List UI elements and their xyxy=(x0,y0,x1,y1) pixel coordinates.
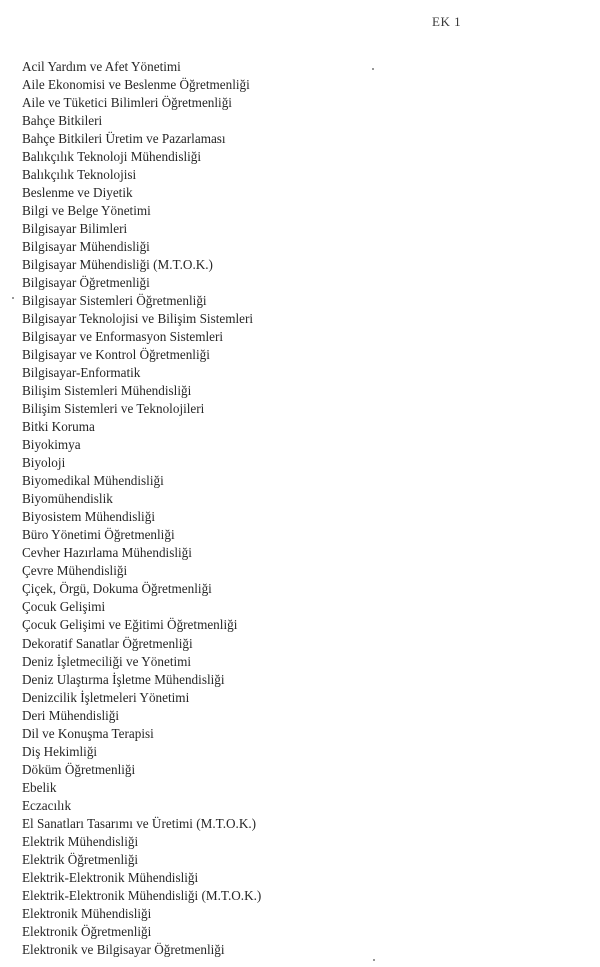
program-list-item: Deniz Ulaştırma İşletme Mühendisliği xyxy=(22,671,225,687)
scan-speck xyxy=(373,959,375,961)
program-list-item: Bilgisayar ve Enformasyon Sistemleri xyxy=(22,329,224,345)
program-list-item: Çiçek, Örgü, Dokuma Öğretmenliği xyxy=(22,581,212,597)
program-list-item: Elektrik-Elektronik Mühendisliği (M.T.O.K.) xyxy=(22,887,262,903)
program-list-item: Büro Yönetimi Öğretmenliği xyxy=(22,527,175,543)
program-list-item: Elektrik Mühendisliği xyxy=(22,833,139,849)
program-list-item: Bilişim Sistemleri ve Teknolojileri xyxy=(22,401,205,417)
program-list-item: Eczacılık xyxy=(22,797,72,813)
program-list-item: Aile ve Tüketici Bilimleri Öğretmenliği xyxy=(22,95,232,111)
program-list-item: Bilişim Sistemleri Mühendisliği xyxy=(22,383,192,399)
program-list-item: Elektronik ve Bilgisayar Öğretmenliği xyxy=(22,941,225,957)
program-list-item: Bitki Koruma xyxy=(22,419,95,435)
program-list-item: Biyokimya xyxy=(22,437,81,453)
program-list-item: Ebelik xyxy=(22,779,57,795)
program-list-item: Acil Yardım ve Afet Yönetimi xyxy=(22,59,181,74)
program-list-item: Diş Hekimliği xyxy=(22,743,98,759)
program-list-item: Balıkçılık Teknoloji Mühendisliği xyxy=(22,149,202,165)
program-list-item: Bilgisayar Bilimleri xyxy=(22,221,128,237)
program-list xyxy=(22,58,261,959)
program-list-item: Deri Mühendisliği xyxy=(22,707,120,723)
program-list-item: Çocuk Gelişimi ve Eğitimi Öğretmenliği xyxy=(22,617,238,633)
program-list-item: Deniz İşletmeciliği ve Yönetimi xyxy=(22,653,192,669)
program-list-item: Bilgisayar Sistemleri Öğretmenliği xyxy=(22,293,207,309)
scan-speck xyxy=(372,68,374,70)
program-list-item: Dekoratif Sanatlar Öğretmenliği xyxy=(22,635,193,651)
program-list-item: Bilgi ve Belge Yönetimi xyxy=(22,203,151,219)
program-list-item: Balıkçılık Teknolojisi xyxy=(22,167,137,183)
program-list-item: Elektronik Mühendisliği xyxy=(22,905,152,921)
program-list-item: Aile Ekonomisi ve Beslenme Öğretmenliği xyxy=(22,77,250,93)
program-list-item: Dil ve Konuşma Terapisi xyxy=(22,725,154,741)
program-list-item: Bilgisayar Mühendisliği xyxy=(22,239,150,255)
program-list-item: El Sanatları Tasarımı ve Üretimi (M.T.O.K.) xyxy=(22,815,257,831)
program-list-item: Biyosistem Mühendisliği xyxy=(22,509,155,525)
program-list-item: Çocuk Gelişimi xyxy=(22,599,106,615)
program-list-item: Biyoloji xyxy=(22,455,66,471)
program-list-item: Bahçe Bitkileri Üretim ve Pazarlaması xyxy=(22,131,226,147)
program-list-item: Cevher Hazırlama Mühendisliği xyxy=(22,545,192,561)
program-list-item: Beslenme ve Diyetik xyxy=(22,185,133,201)
program-list-item: Bilgisayar ve Kontrol Öğretmenliği xyxy=(22,347,210,363)
program-list-item: Denizcilik İşletmeleri Yönetimi xyxy=(22,689,190,705)
program-list-item: Döküm Öğretmenliği xyxy=(22,761,136,777)
program-list-item: Bilgisayar Teknolojisi ve Bilişim Sistemleri xyxy=(22,311,254,327)
program-list-item: Bahçe Bitkileri xyxy=(22,113,103,129)
scan-speck xyxy=(12,297,14,299)
annex-label: EK 1 xyxy=(432,14,462,29)
program-list-item: Elektrik Öğretmenliği xyxy=(22,851,139,867)
program-list-item: Elektrik-Elektronik Mühendisliği xyxy=(22,869,199,885)
program-list-item: Elektronik Öğretmenliği xyxy=(22,923,152,939)
program-list-item: Bilgisayar-Enformatik xyxy=(22,365,141,381)
program-list-item: Biyomedikal Mühendisliği xyxy=(22,473,164,489)
program-list-item: Bilgisayar Mühendisliği (M.T.O.K.) xyxy=(22,257,213,273)
program-list-item: Biyomühendislik xyxy=(22,491,113,507)
program-list-item: Çevre Mühendisliği xyxy=(22,563,128,579)
program-list-item: Bilgisayar Öğretmenliği xyxy=(22,275,150,291)
